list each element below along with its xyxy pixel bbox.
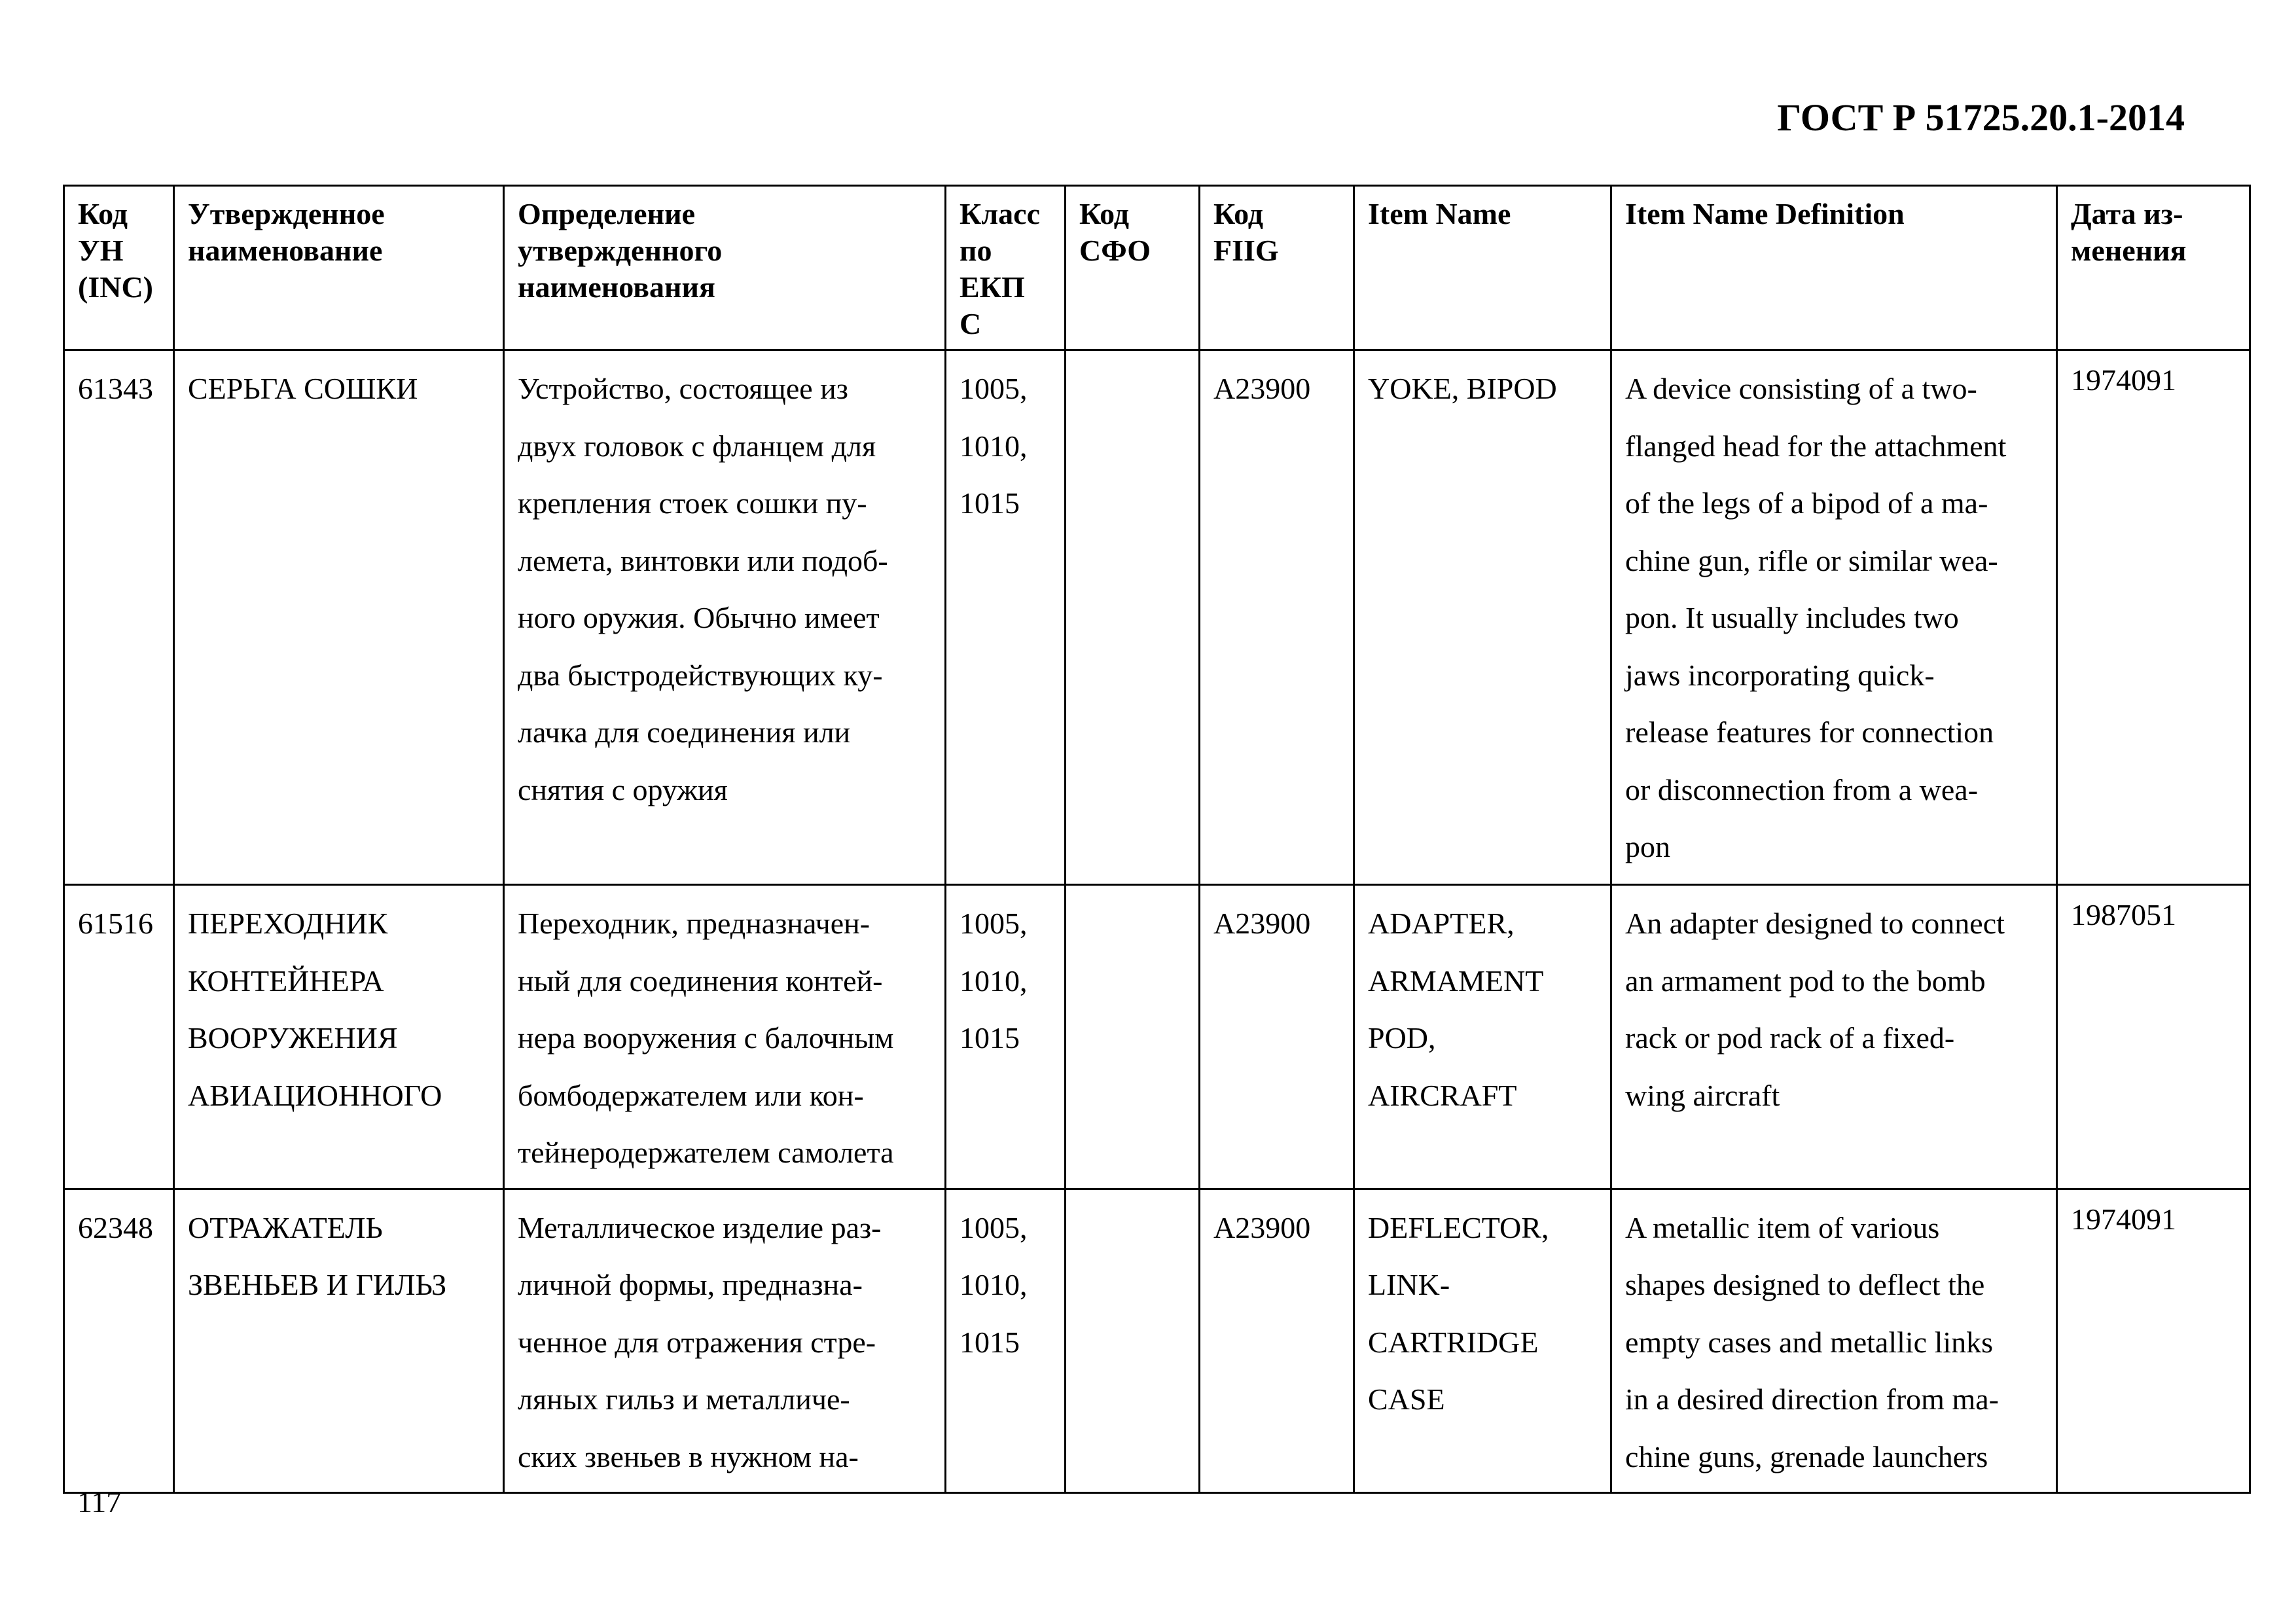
column-header-item-name-definition xyxy=(1611,186,2057,350)
cell-line: СЕРЬГА СОШКИ xyxy=(188,372,418,405)
cell-line: flanged head for the attachment xyxy=(1625,429,2007,463)
cell-definition xyxy=(504,1189,946,1493)
cell-line: КОНТЕЙНЕРА xyxy=(188,964,384,998)
cell-sfo-code xyxy=(1066,885,1200,1189)
cell-inc: 62348 xyxy=(64,1189,174,1493)
cell-line: Код xyxy=(1079,197,1130,230)
cell-line: ЗВЕНЬЕВ И ГИЛЬЗ xyxy=(188,1268,447,1301)
cell-line: ADAPTER, xyxy=(1368,907,1515,940)
cell-line: of the legs of a bipod of a ma- xyxy=(1625,486,1988,520)
cell-sfo-code xyxy=(1066,350,1200,885)
cell-approved-name xyxy=(174,885,504,1189)
cell-line: ВООРУЖЕНИЯ xyxy=(188,1021,398,1055)
table-row xyxy=(64,1189,2250,1493)
cell-line: CARTRIDGE xyxy=(1368,1325,1539,1359)
cell-line: DEFLECTOR, xyxy=(1368,1210,1549,1244)
cell-change-date: 1987051 xyxy=(2057,885,2250,1189)
cell-line: Item Name Definition xyxy=(1625,197,1905,230)
cell-line: jaws incorporating quick- xyxy=(1625,658,1935,692)
table-row xyxy=(64,885,2250,1189)
cell-line: YOKE, BIPOD xyxy=(1368,372,1557,405)
cell-line: A device consisting of a two- xyxy=(1625,372,1977,405)
cell-line: ских звеньев в нужном на- xyxy=(518,1439,859,1473)
cell-sfo-code xyxy=(1066,1189,1200,1493)
cell-line: наименование xyxy=(188,234,383,267)
cell-line: крепления стоек сошки пу- xyxy=(518,486,867,520)
cell-line: УН xyxy=(78,234,124,267)
cell-item-name-definition xyxy=(1611,885,2057,1189)
cell-line: Переходник, предназначен- xyxy=(518,907,870,940)
cell-line: Определение xyxy=(518,197,696,230)
cell-line: Дата из- xyxy=(2071,197,2183,230)
cell-line: LINK- xyxy=(1368,1268,1450,1301)
cell-line: chine gun, rifle or similar wea- xyxy=(1625,543,1998,577)
cell-item-name-definition xyxy=(1611,350,2057,885)
cell-line: A metallic item of various xyxy=(1625,1210,1940,1244)
cell-line: chine guns, grenade launchers xyxy=(1625,1439,1988,1473)
page-number: 117 xyxy=(77,1485,122,1519)
cell-line: empty cases and metallic links xyxy=(1625,1325,1994,1359)
cell-line: 1010, xyxy=(960,964,1028,998)
cell-line: два быстродействующих ку- xyxy=(518,658,883,692)
cell-line: С xyxy=(960,307,982,340)
cell-line: ОТРАЖАТЕЛЬ xyxy=(188,1210,383,1244)
cell-line: тейнеродержателем самолета xyxy=(518,1136,894,1169)
cell-line: СФО xyxy=(1079,234,1151,267)
cell-fiig: A23900 xyxy=(1200,1189,1354,1493)
cell-line: (INC) xyxy=(78,270,153,304)
cell-line: по xyxy=(960,234,992,267)
cell-line: нера вооружения с балочным xyxy=(518,1021,894,1055)
cell-line: Утвержденное xyxy=(188,197,385,230)
column-header-definition xyxy=(504,186,946,350)
cell-line: 1005, xyxy=(960,1210,1028,1244)
cell-line: наименования xyxy=(518,270,715,304)
cell-line: shapes designed to deflect the xyxy=(1625,1268,1985,1301)
cell-item-name xyxy=(1354,1189,1611,1493)
document-code: ГОСТ Р 51725.20.1-2014 xyxy=(1777,96,2185,139)
cell-fiig: A23900 xyxy=(1200,885,1354,1189)
cell-line: pon. It usually includes two xyxy=(1625,601,1959,634)
cell-line: двух головок с фланцем для xyxy=(518,429,876,463)
cell-line: an armament pod to the bomb xyxy=(1625,964,1986,998)
cell-line: Код xyxy=(1213,197,1264,230)
cell-line: 1005, xyxy=(960,907,1028,940)
cell-line: Item Name xyxy=(1368,197,1511,230)
cell-line: Металлическое изделие раз- xyxy=(518,1210,882,1244)
cell-approved-name xyxy=(174,350,504,885)
column-header-approved-name xyxy=(174,186,504,350)
cell-line: ARMAMENT xyxy=(1368,964,1544,998)
cell-line: 1010, xyxy=(960,429,1028,463)
cell-line: ного оружия. Обычно имеет xyxy=(518,601,880,634)
cell-line: release features for connection xyxy=(1625,715,1994,749)
cell-line: менения xyxy=(2071,234,2187,267)
cell-line: 1010, xyxy=(960,1268,1028,1301)
cell-change-date: 1974091 xyxy=(2057,1189,2250,1493)
cell-line: 1005, xyxy=(960,372,1028,405)
cell-approved-name xyxy=(174,1189,504,1493)
cell-inc: 61516 xyxy=(64,885,174,1189)
cell-line: снятия с оружия xyxy=(518,772,728,806)
cell-line: ляных гильз и металличе- xyxy=(518,1382,850,1416)
cell-line: 1015 xyxy=(960,1021,1020,1055)
column-header-change-date xyxy=(2057,186,2250,350)
cell-item-name-definition xyxy=(1611,1189,2057,1493)
cell-line: wing aircraft xyxy=(1625,1078,1780,1112)
cell-item-name xyxy=(1354,350,1611,885)
cell-line: or disconnection from a wea- xyxy=(1625,772,1979,806)
cell-inc: 61343 xyxy=(64,350,174,885)
cell-line: бомбодержателем или кон- xyxy=(518,1078,864,1112)
cell-definition xyxy=(504,350,946,885)
cell-ekps-class xyxy=(946,1189,1066,1493)
table-row xyxy=(64,350,2250,885)
cell-line: ПЕРЕХОДНИК xyxy=(188,907,388,940)
column-header-fiig xyxy=(1200,186,1354,350)
cell-ekps-class xyxy=(946,350,1066,885)
cell-line: Класс xyxy=(960,197,1040,230)
cell-line: Устройство, состоящее из xyxy=(518,372,848,405)
cell-line: in a desired direction from ma- xyxy=(1625,1382,1999,1416)
column-header-inc xyxy=(64,186,174,350)
cell-fiig: A23900 xyxy=(1200,350,1354,885)
cell-line: An adapter designed to connect xyxy=(1625,907,2005,940)
nomenclature-table xyxy=(63,185,2251,1494)
cell-line: лачка для соединения или xyxy=(518,715,851,749)
cell-line: лемета, винтовки или подоб- xyxy=(518,543,888,577)
cell-line: АВИАЦИОННОГО xyxy=(188,1078,442,1112)
cell-line: утвержденного xyxy=(518,234,723,267)
cell-line: FIIG xyxy=(1213,234,1279,267)
cell-line: AIRCRAFT xyxy=(1368,1078,1517,1112)
cell-line: pon xyxy=(1625,830,1670,863)
column-header-sfo-code xyxy=(1066,186,1200,350)
table-header-row xyxy=(64,186,2250,350)
cell-line: CASE xyxy=(1368,1382,1445,1416)
cell-ekps-class xyxy=(946,885,1066,1189)
cell-line: личной формы, предназна- xyxy=(518,1268,863,1301)
cell-line: ченное для отражения стре- xyxy=(518,1325,876,1359)
cell-change-date: 1974091 xyxy=(2057,350,2250,885)
column-header-ekps-class xyxy=(946,186,1066,350)
cell-definition xyxy=(504,885,946,1189)
cell-item-name xyxy=(1354,885,1611,1189)
cell-line: 1015 xyxy=(960,486,1020,520)
cell-line: ный для соединения контей- xyxy=(518,964,883,998)
cell-line: 1015 xyxy=(960,1325,1020,1359)
cell-line: ЕКП xyxy=(960,270,1025,304)
column-header-item-name xyxy=(1354,186,1611,350)
cell-line: Код xyxy=(78,197,128,230)
cell-line: POD, xyxy=(1368,1021,1436,1055)
cell-line: rack or pod rack of a fixed- xyxy=(1625,1021,1955,1055)
